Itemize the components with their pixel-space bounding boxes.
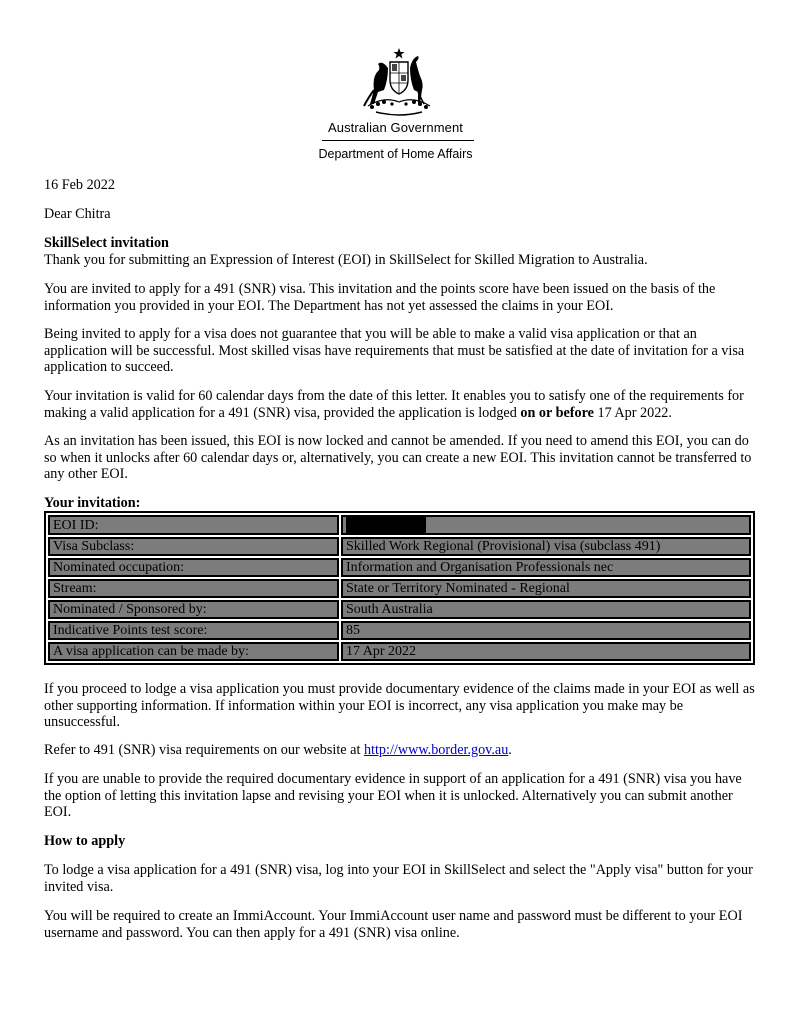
row-label: Nominated / Sponsored by: xyxy=(48,600,339,619)
table-row xyxy=(48,558,751,577)
row-label: Nominated occupation: xyxy=(48,558,339,577)
row-value xyxy=(341,515,751,535)
row-value: South Australia xyxy=(341,600,751,619)
paragraph-lodge: To lodge a visa application for a 491 (SNR) visa, log into your EOI in SkillSelect and select the "Apply visa" button for your invited visa. xyxy=(44,862,753,895)
table-row xyxy=(48,537,751,556)
table-row xyxy=(48,621,751,640)
row-value: Skilled Work Regional (Provisional) visa (subclass 491) xyxy=(341,537,751,556)
paragraph-validity xyxy=(44,388,756,421)
table-row xyxy=(48,642,751,661)
intro-paragraph: Thank you for submitting an Expression of Interest (EOI) in SkillSelect for Skilled Migration to Australia. xyxy=(44,252,648,268)
paragraph-evidence: If you proceed to lodge a visa application you must provide documentary evidence of the claims made in your EOI as well as other supporting information. If information within your EOI is incorrect, any visa application you make may be unsuccessful. xyxy=(44,681,755,730)
paragraph-invited: You are invited to apply for a 491 (SNR) visa. This invitation and the points score have been issued on the basis of the information you provided in your EOI. The Department has not yet assessed the claims in your EOI. xyxy=(44,281,716,314)
your-invitation-heading: Your invitation: xyxy=(44,495,141,511)
validity-text: Your invitation is valid for 60 calendar days from the date of this letter. It enables you to satisfy one of the requirements for making a valid application for a 491 (SNR) visa, provided the application is lodged xyxy=(44,388,744,421)
paragraph-requirements xyxy=(44,742,756,759)
validity-date: 17 Apr 2022. xyxy=(593,404,672,421)
how-to-apply-heading: How to apply xyxy=(44,833,126,849)
redaction-block xyxy=(346,517,426,533)
website-link[interactable]: http://www.border.gov.au xyxy=(363,742,509,758)
row-label: Indicative Points test score: xyxy=(48,621,339,640)
letter-date: 16 Feb 2022 xyxy=(44,177,115,193)
table-row xyxy=(48,579,751,598)
section-heading-invitation: SkillSelect invitation xyxy=(44,235,169,251)
requirements-end: . xyxy=(508,742,512,758)
row-label: EOI ID: xyxy=(48,515,339,535)
invitation-table xyxy=(44,511,755,665)
row-label: Stream: xyxy=(48,579,339,598)
department-name: Department of Home Affairs xyxy=(318,147,473,161)
salutation: Dear Chitra xyxy=(44,206,111,222)
row-label: A visa application can be made by: xyxy=(48,642,339,661)
coat-of-arms-icon xyxy=(358,46,440,118)
requirements-text: Refer to 491 (SNR) visa requirements on our website at xyxy=(44,742,364,758)
row-value: 17 Apr 2022 xyxy=(341,642,751,661)
row-value: Information and Organisation Professionals nec xyxy=(341,558,751,577)
header-divider xyxy=(322,140,474,141)
paragraph-no-guarantee: Being invited to apply for a visa does not guarantee that you will be able to make a valid visa application or that an application will be successful. Most skilled visas have requirements that must be satisfied at the date of invitation for a visa application to succeed. xyxy=(44,326,745,375)
row-label: Visa Subclass: xyxy=(48,537,339,556)
validity-emphasis: on or before xyxy=(520,404,594,421)
paragraph-locked: As an invitation has been issued, this EOI is now locked and cannot be amended. If you need to amend this EOI, you can do so when it unlocks after 60 calendar days or, alternatively, you can create a new EOI. This invitation cannot be transferred to any other EOI. xyxy=(44,433,752,482)
row-value: State or Territory Nominated - Regional xyxy=(341,579,751,598)
row-value: 85 xyxy=(341,621,751,640)
paragraph-immiaccount: You will be required to create an ImmiAccount. Your ImmiAccount user name and password must be different to your EOI username and password. You can then apply for a 491 (SNR) visa online. xyxy=(44,908,743,941)
government-name: Australian Government xyxy=(327,120,464,135)
table-row xyxy=(48,515,751,535)
table-row xyxy=(48,600,751,619)
paragraph-lapse: If you are unable to provide the required documentary evidence in support of an application for a 491 (SNR) visa you have the option of letting this invitation lapse and revising your EOI when it is unlocked. Alternatively you can submit another EOI. xyxy=(44,771,742,820)
